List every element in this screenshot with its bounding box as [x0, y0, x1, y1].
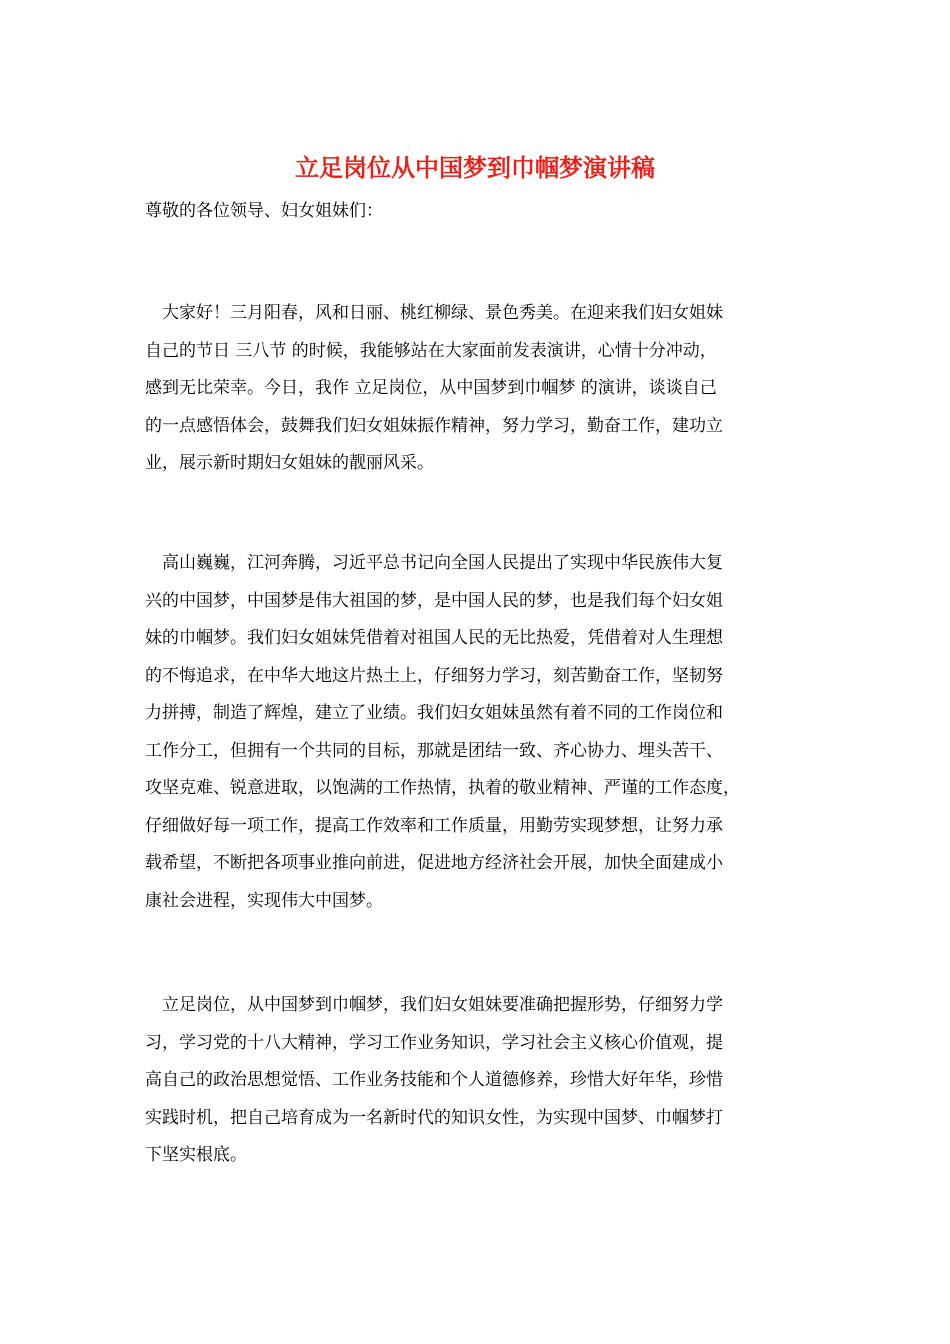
- paragraph-line: 高山巍巍，江河奔腾，习近平总书记向全国人民提出了实现中华民族伟大复: [145, 553, 723, 573]
- paragraph-line: 妹的巾帼梦。我们妇女姐妹凭借着对祖国人民的无比热爱，凭借着对人生理想: [145, 628, 723, 648]
- paragraph-2: [145, 545, 805, 920]
- paragraph-line: 感到无比荣幸。今日，我作 立足岗位，从中国梦到巾帼梦 的演讲，谈谈自己: [145, 378, 717, 398]
- paragraph-line: 康社会进程，实现伟大中国梦。: [145, 890, 383, 911]
- paragraph-line: 自己的节日 三八节 的时候，我能够站在大家面前发表演讲，心情十分冲动，: [145, 340, 717, 361]
- paragraph-line: 实践时机，把自己培育成为一名新时代的知识女性，为实现中国梦、巾帼梦打: [145, 1107, 723, 1128]
- paragraph-line: 下坚实根底。: [145, 1145, 247, 1165]
- paragraph-line: 工作分工，但拥有一个共同的目标，那就是团结一致、齐心协力、埋头苦干、: [145, 740, 723, 761]
- paragraph-line: 攻坚克难、锐意进取，以饱满的工作热情，执着的敬业精神、严谨的工作态度，: [145, 778, 740, 798]
- paragraph-line: 仔细做好每一项工作，提高工作效率和工作质量，用勤劳实现梦想，让努力承: [145, 815, 723, 836]
- paragraph-line: 大家好！三月阳春，风和日丽、桃红柳绿、景色秀美。在迎来我们妇女姐妹: [145, 303, 723, 323]
- paragraph-line: 高自己的政治思想觉悟、工作业务技能和个人道德修养，珍惜大好年华，珍惜: [145, 1070, 723, 1090]
- paragraph-line: 习，学习党的十八大精神，学习工作业务知识，学习社会主义核心价值观，提: [145, 1032, 723, 1053]
- paragraph-line: 立足岗位，从中国梦到巾帼梦，我们妇女姐妹要准确把握形势，仔细努力学: [145, 995, 723, 1015]
- paragraph-line: 载希望，不断把各项事业推向前进，促进地方经济社会开展，加快全面建成小: [145, 853, 723, 873]
- paragraph-line: 力拼搏，制造了辉煌，建立了业绩。我们妇女姐妹虽然有着不同的工作岗位和: [145, 703, 723, 723]
- paragraph-line: 的一点感悟体会，鼓舞我们妇女姐妹振作精神，努力学习，勤奋工作，建功立: [145, 415, 723, 436]
- document-title: 立足岗位从中国梦到巾帼梦演讲稿: [295, 153, 655, 182]
- paragraph-3: [145, 987, 805, 1175]
- salutation: 尊敬的各位领导、妇女姐妹们：: [145, 201, 383, 221]
- paragraph-line: 兴的中国梦，中国梦是伟大祖国的梦，是中国人民的梦，也是我们每个妇女姐: [145, 590, 723, 611]
- paragraph-1: [145, 295, 805, 483]
- paragraph-line: 的不悔追求，在中华大地这片热土上，仔细努力学习，刻苦勤奋工作，坚韧努: [145, 665, 723, 686]
- paragraph-line: 业，展示新时期妇女姐妹的靓丽风采。: [145, 453, 434, 473]
